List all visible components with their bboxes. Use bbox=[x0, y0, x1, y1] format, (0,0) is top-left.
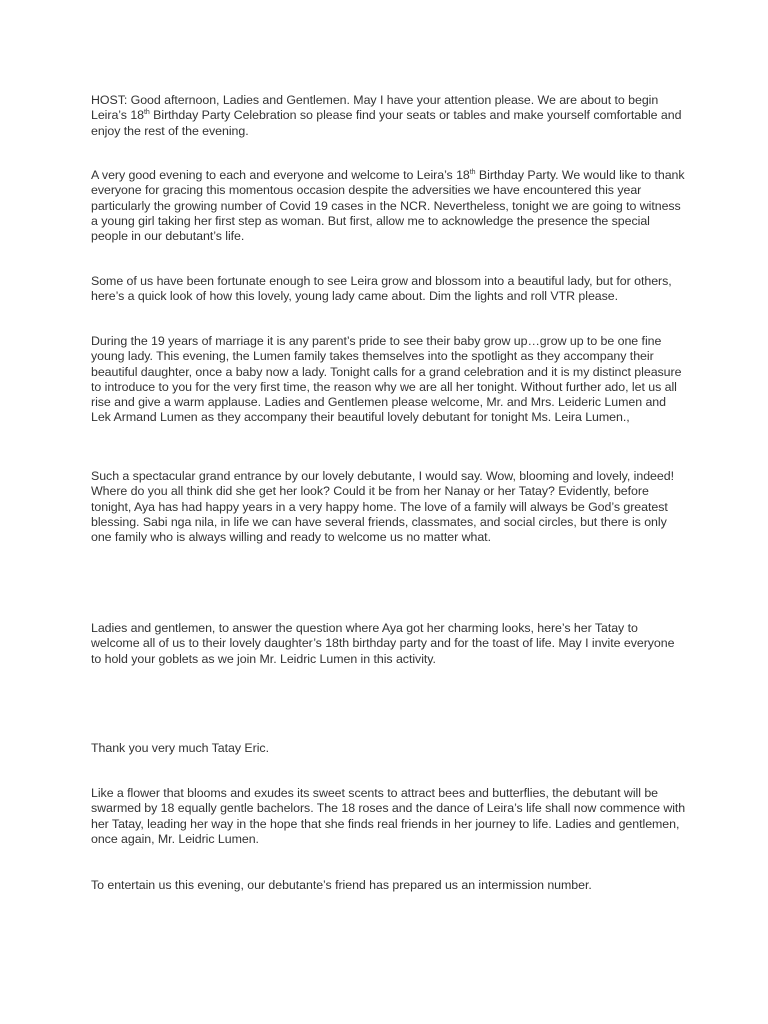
paragraph-vtr: Some of us have been fortunate enough to see Leira grow and blossom into a beautiful lady, but for others, here’s a quick look of how this lovely, young lady came about. Dim the lights and roll VTR please. bbox=[91, 274, 672, 304]
paragraph-grand-entrance: Such a spectacular grand entrance by our lovely debutante, I would say. Wow, blooming and lovely, indeed! Where do you all think did she get her look? Could it be from her Nanay or her Tatay? Evidently, before tonight, Aya has had happy years in a very happy home. The love of a family will always be God’s greatest blessing. Sabi nga nila, in life we can have several friends, classmates, and social circles, but there is only one family who is always willing and ready to welcome us no matter what. bbox=[91, 469, 674, 545]
paragraph-welcome: A very good evening to each and everyone and welcome to Leira’s 18th Birthday Party. We would like to thank everyone for gracing this momentous occasion despite the adversities we have encountered this year particularly the growing number of Covid 19 cases in the NCR. Nevertheless, tonight we are going to witness a young girl taking her first step as woman. But first, allow me to acknowledge the presence the special people in our debutant’s life. bbox=[91, 168, 685, 244]
paragraph-18-roses: Like a flower that blooms and exudes its sweet scents to attract bees and butterflies, the debutant will be swarmed by 18 equally gentle bachelors. The 18 roses and the dance of Leira’s life shall now commence with her Tatay, leading her way in the hope that she finds real friends in her journey to life. Ladies and gentlemen, once again, Mr. Leidric Lumen. bbox=[91, 786, 686, 846]
paragraph-host-opening: HOST: Good afternoon, Ladies and Gentlemen. May I have your attention please. We are about to begin Leira’s 18th Birthday Party Celebration so please find your seats or tables and make yourself comfortable and enjoy the rest of the evening. bbox=[91, 93, 682, 138]
paragraph-intermission: To entertain us this evening, our debutante’s friend has prepared us an intermission number. bbox=[91, 878, 592, 892]
paragraph-toast-of-life: Ladies and gentlemen, to answer the question where Aya got her charming looks, here’s her Tatay to welcome all of us to their lovely daughter’s 18th birthday party and for the toast of life. May I invite everyone to hold your goblets as we join Mr. Leidric Lumen in this activity. bbox=[91, 621, 675, 666]
paragraph-family-entrance: During the 19 years of marriage it is any parent’s pride to see their baby grow up…grow up to be one fine young lady. This evening, the Lumen family takes themselves into the spotlight as they accompany their beautiful daughter, once a baby now a lady. Tonight calls for a grand celebration and it is my distinct pleasure to introduce to you for the very first time, the reason why we are all her tonight. Without further ado, let us all rise and give a warm applause. Ladies and Gentlemen please welcome, Mr. and Mrs. Leideric Lumen and Lek Armand Lumen as they accompany their beautiful lovely debutant for tonight Ms. Leira Lumen., bbox=[91, 334, 682, 425]
paragraph-thank-you: Thank you very much Tatay Eric. bbox=[91, 741, 269, 755]
